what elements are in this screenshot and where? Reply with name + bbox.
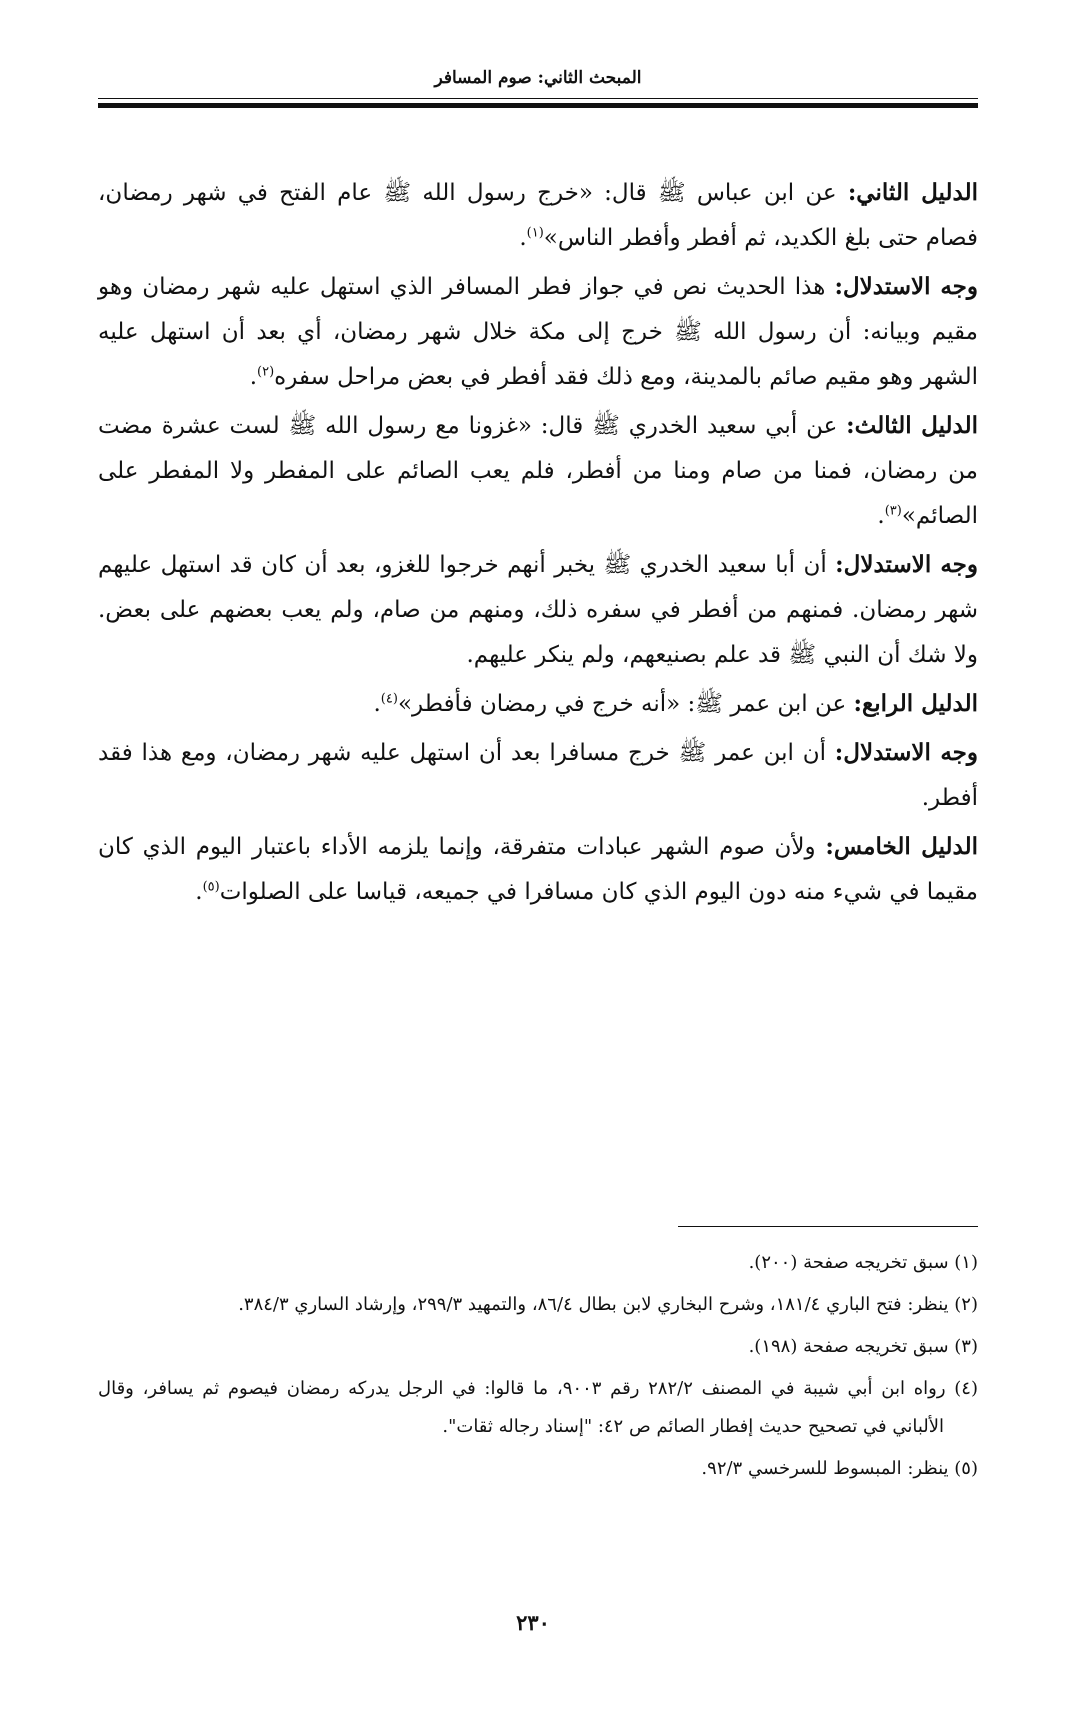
footnote-ref: (٢) xyxy=(257,364,275,380)
paragraph xyxy=(98,403,978,539)
footnote: (٣) سبق تخريجه صفحة (١٩٨). xyxy=(748,1336,978,1357)
paragraph-text: عن ابن عباس ﷺ قال: «خرج رسول الله ﷺ عام الفتح في شهر رمضان، فصام حتى بلغ الكديد، ثم أفطر وأفطر الناس» xyxy=(98,180,978,251)
paragraph-text: أن ابن عمر ﷺ خرج مسافرا بعد أن استهل عليه شهر رمضان، ومع هذا فقد أفطر. xyxy=(98,740,978,811)
paragraph-label: وجه الاستدلال: xyxy=(834,739,978,766)
footnote: (٢) ينظر: فتح الباري ١٨١/٤، وشرح البخاري لابن بطال ٨٦/٤، والتمهيد ٢٩٩/٣، وإرشاد الساري ٣٨٤/٣. xyxy=(238,1294,978,1315)
paragraph-label: الدليل الثاني: xyxy=(847,179,978,206)
footnote: (٤) رواه ابن أبي شيبة في المصنف ٢٨٢/٢ رقم ٩٠٠٣، ما قالوا: في الرجل يدركه رمضان فيصوم ثم يسافر، وقال الألباني في تصحيح حديث إفطار الصائم ص ٤٢: "إسناد رجاله ثقات". xyxy=(98,1378,978,1437)
footnote-separator xyxy=(678,1226,978,1227)
paragraph xyxy=(98,542,978,678)
footnotes xyxy=(98,1244,978,1492)
paragraph xyxy=(98,681,978,727)
paragraph-label: وجه الاستدلال: xyxy=(835,551,979,578)
paragraph xyxy=(98,170,978,261)
footnote-ref: (٣) xyxy=(884,503,902,519)
paragraph-label: الدليل الخامس: xyxy=(825,833,978,860)
footnote-ref: (١) xyxy=(526,225,544,241)
paragraph-text: عن ابن عمر ﷺ: «أنه خرج في رمضان فأفطر» xyxy=(397,691,854,717)
paragraph xyxy=(98,264,978,400)
paragraph-end: . xyxy=(195,879,203,905)
footnote-ref: (٥) xyxy=(202,879,220,895)
paragraph-text: ولأن صوم الشهر عبادات متفرقة، وإنما يلزمه الأداء باعتبار اليوم الذي كان مقيما في شيء منه دون اليوم الذي كان مسافرا في جميعه، قياسا على الصلوات xyxy=(98,834,978,905)
paragraph xyxy=(98,730,978,821)
running-header: المبحث الثاني: صوم المسافر xyxy=(434,68,642,88)
paragraph xyxy=(98,824,978,915)
page-number: ٢٣٠ xyxy=(516,1610,550,1635)
paragraph-label: وجه الاستدلال: xyxy=(834,273,978,300)
header-rule-thick xyxy=(98,103,978,108)
footnote-ref: (٤) xyxy=(380,691,398,707)
paragraph-end: . xyxy=(373,691,381,717)
paragraph-label: الدليل الرابع: xyxy=(853,690,978,717)
paragraph-text: أن أبا سعيد الخدري ﷺ يخبر أنهم خرجوا للغزو، بعد أن كان قد استهل عليهم شهر رمضان. فمنهم من أفطر في سفره ذلك، ومنهم من صام، ولم يعب بعضهم على بعض. ولا شك أن النبي ﷺ قد علم بصنيعهم، ولم ينكر عليهم. xyxy=(98,552,978,668)
paragraph-end: . xyxy=(519,225,527,251)
paragraph-label: الدليل الثالث: xyxy=(846,412,978,439)
paragraph-end: . xyxy=(249,364,257,390)
paragraph-text: عن أبي سعيد الخدري ﷺ قال: «غزونا مع رسول الله ﷺ لست عشرة مضت من رمضان، فمنا من صام ومنا من أفطر، فلم يعب الصائم على المفطر ولا المفطر على الصائم» xyxy=(98,413,978,529)
paragraph-end: . xyxy=(877,503,885,529)
footnote: (١) سبق تخريجه صفحة (٢٠٠). xyxy=(748,1252,978,1273)
footnote: (٥) ينظر: المبسوط للسرخسي ٩٢/٣. xyxy=(701,1458,978,1479)
paragraph-text: هذا الحديث نص في جواز فطر المسافر الذي استهل عليه شهر رمضان وهو مقيم وبيانه: أن رسول الله ﷺ خرج إلى مكة خلال شهر رمضان، أي بعد أن استهل عليه الشهر وهو مقيم صائم بالمدينة، ومع ذلك فقد أفطر في بعض مراحل سفره xyxy=(98,274,978,390)
header-rule-thin xyxy=(98,98,978,99)
body-text xyxy=(98,170,978,918)
